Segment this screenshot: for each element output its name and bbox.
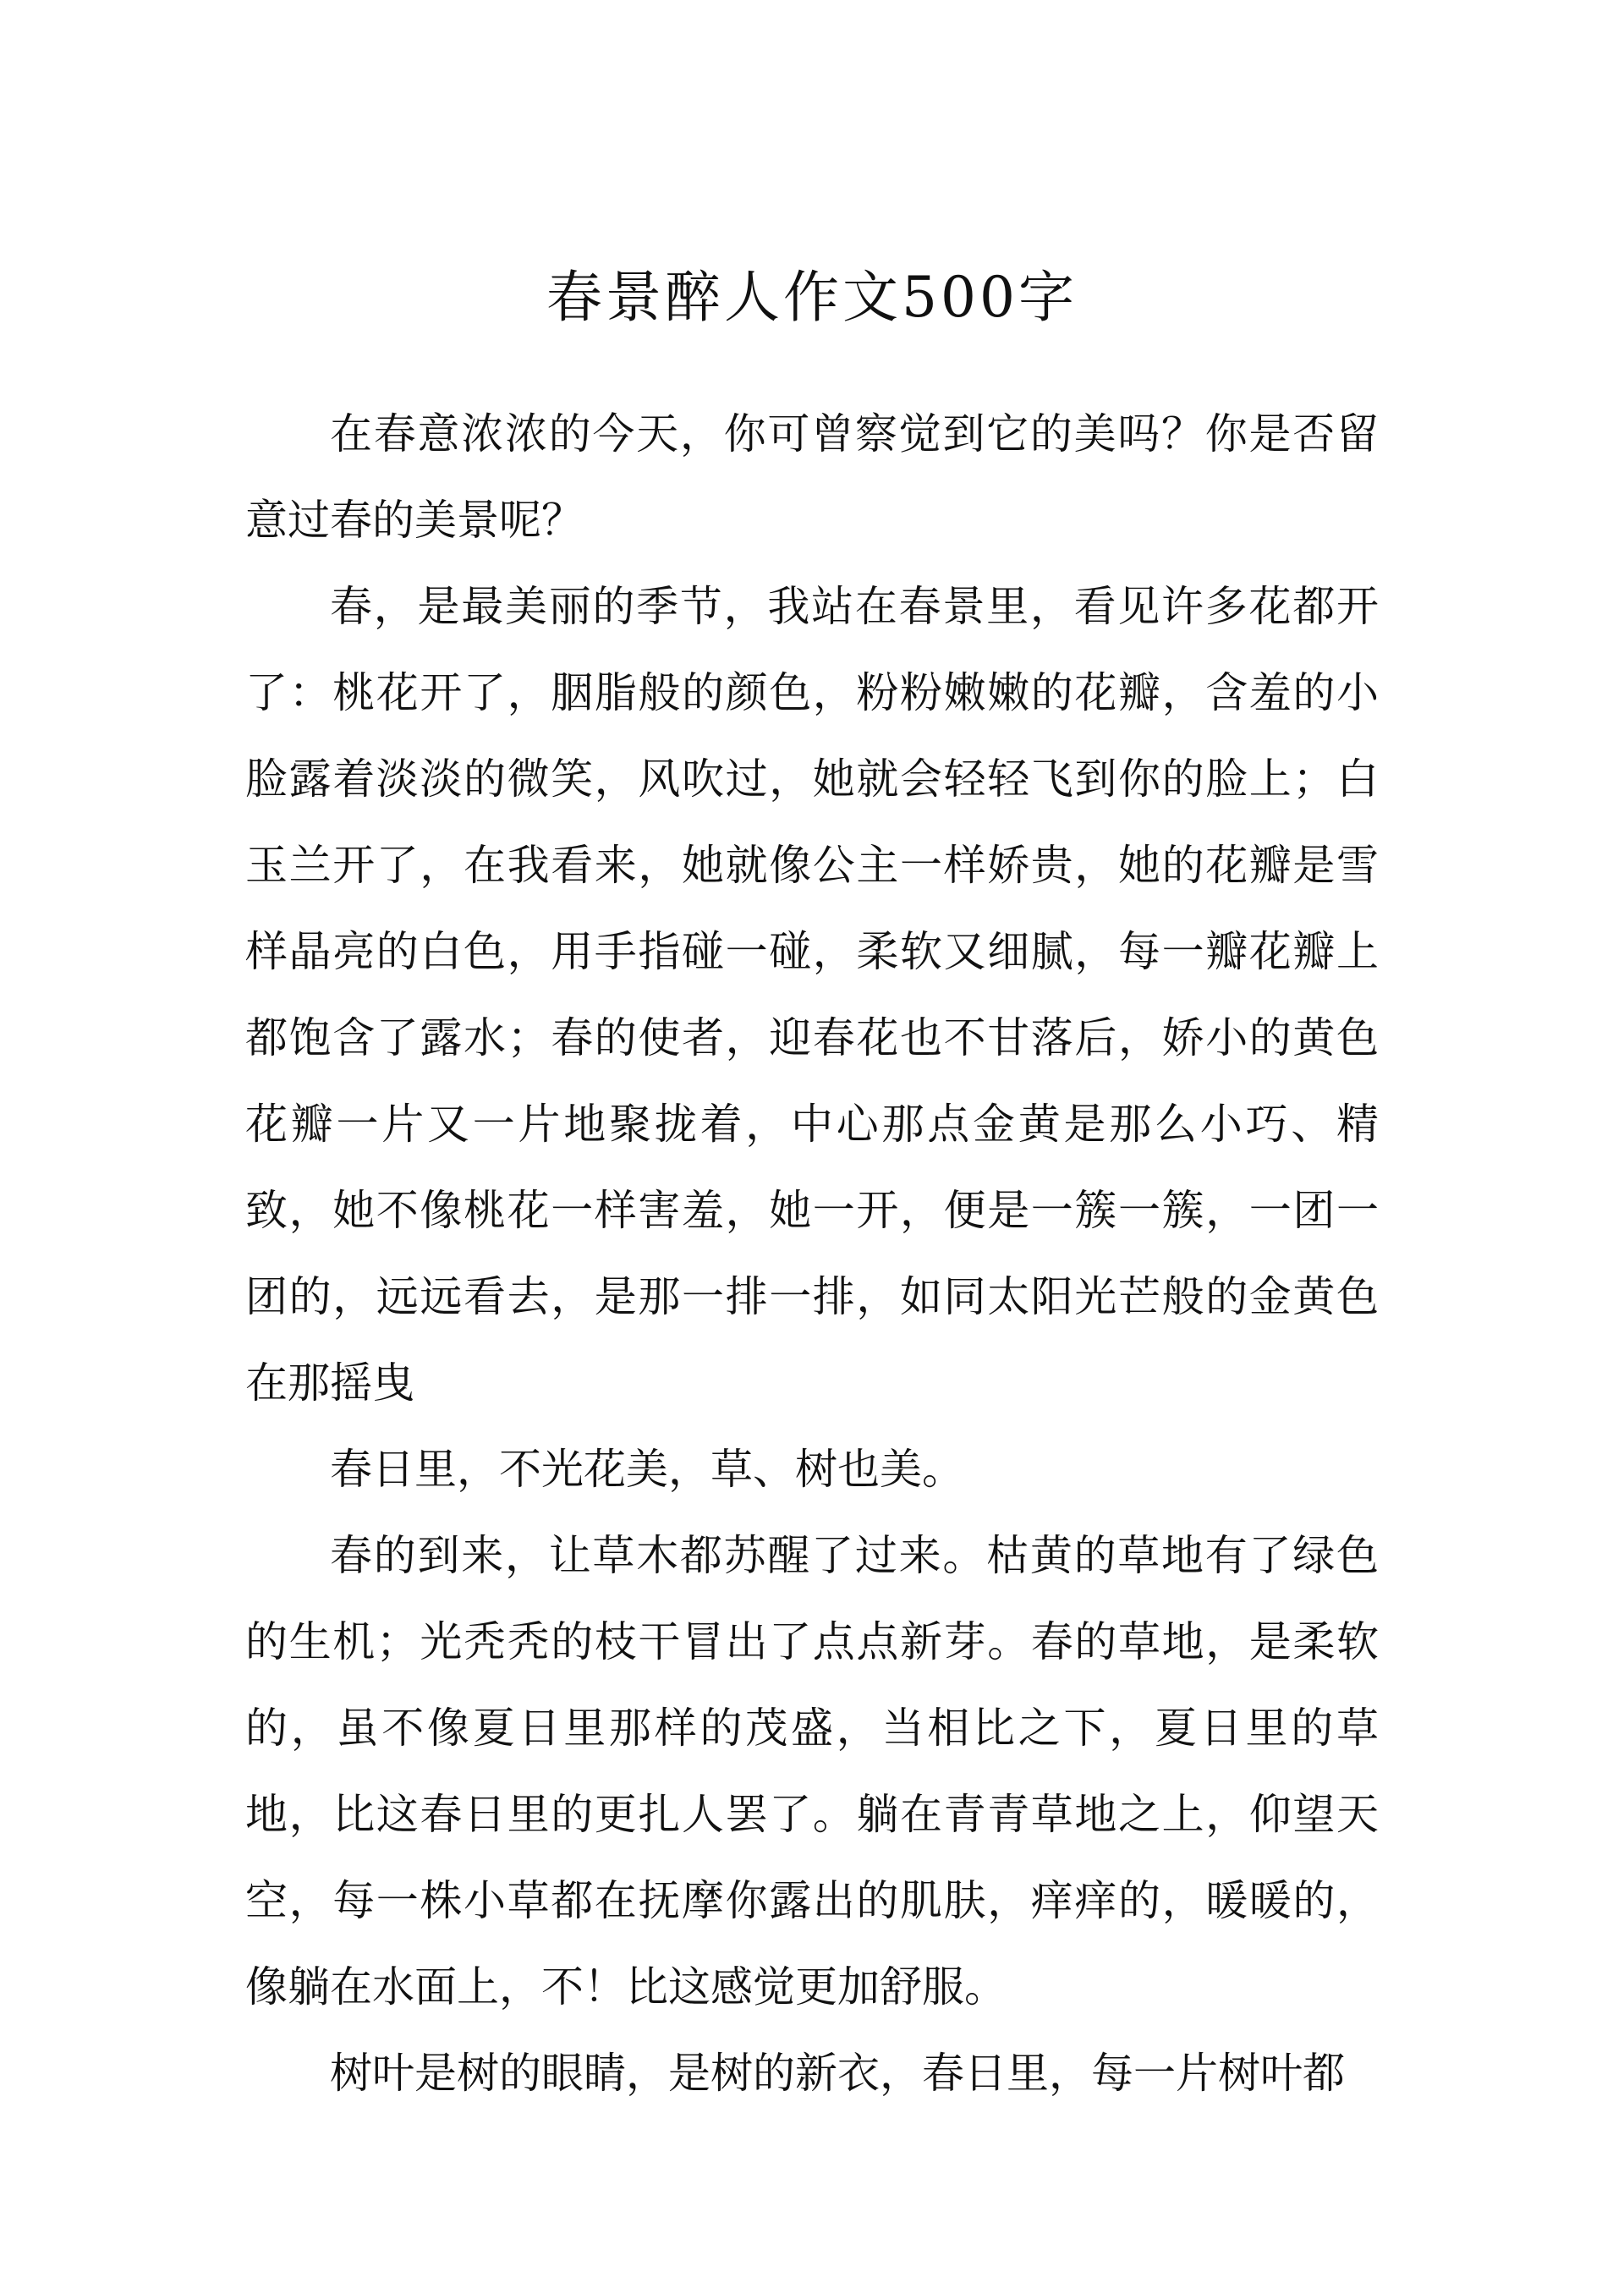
paragraph-4: 春的到来，让草木都苏醒了过来。枯黄的草地有了绿色的生机；光秃秃的枝干冒出了点点新芽。春的草地，是柔软的，虽不像夏日里那样的茂盛，当相比之下，夏日里的草地，比这春日里的更扎人罢了。躺在青青草地之上，仰望天空，每一株小草都在抚摩你露出的肌肤，痒痒的，暖暖的，像躺在水面上，不！比这感觉更加舒服。 xyxy=(245,1531,1379,2011)
paragraph-5: 树叶是树的眼睛，是树的新衣，春日里，每一片树叶都 xyxy=(330,2049,1345,2098)
paragraph-2: 春，是最美丽的季节，我站在春景里，看见许多花都开了：桃花开了，胭脂般的颜色，粉粉嫩嫩的花瓣，含羞的小脸露着淡淡的微笑，风吹过，她就会轻轻飞到你的脸上；白玉兰开了，在我看来，她就像公主一样娇贵，她的花瓣是雪样晶亮的白色，用手指碰一碰，柔软又细腻，每一瓣花瓣上都饱含了露水；春的使者，迎春花也不甘落后，娇小的黄色花瓣一片又一片地聚拢着，中心那点金黄是那么小巧、精致，她不像桃花一样害羞，她一开，便是一簇一簇，一团一团的，远远看去，是那一排一排，如同太阳光芒般的金黄色在那摇曳 xyxy=(245,582,1379,1408)
paragraph-3: 春日里，不光花美，草、树也美。 xyxy=(330,1445,964,1494)
document-body xyxy=(245,391,1379,2116)
document-title: 春景醉人作文500字 xyxy=(546,265,1078,330)
paragraph-1: 在春意浓浓的今天，你可曾察觉到它的美吗？你是否留意过春的美景呢？ xyxy=(245,409,1379,545)
